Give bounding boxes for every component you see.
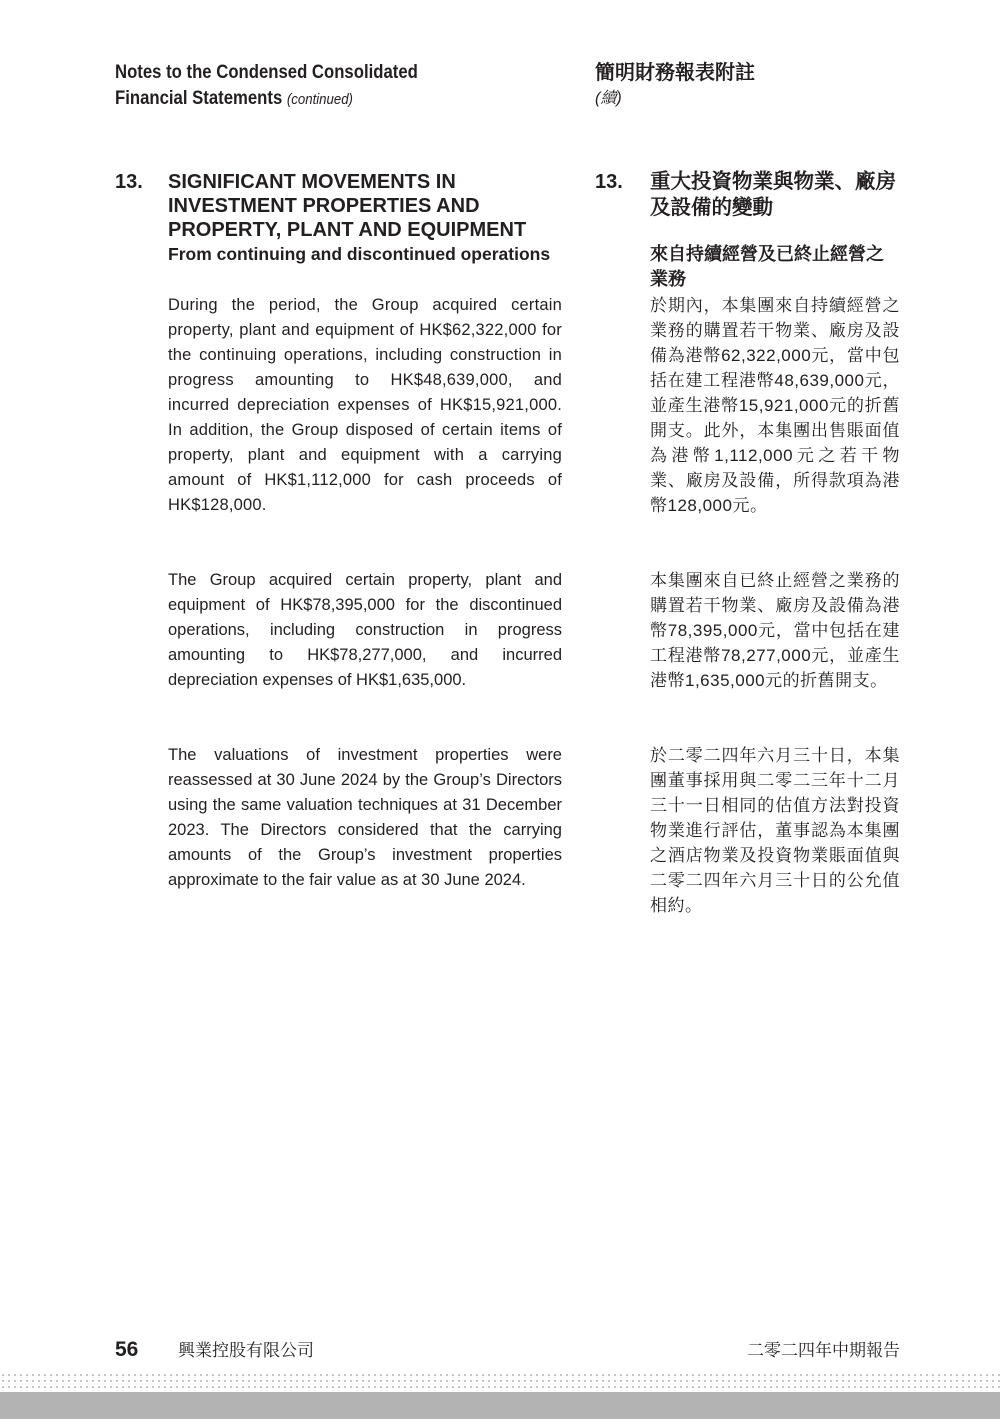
running-header-zh bbox=[595, 60, 895, 112]
footer-company-name: 興業控股有限公司 bbox=[178, 1341, 314, 1360]
section-subtitle-zh: 來自持續經營及已終止經營之業務 bbox=[650, 244, 884, 289]
section-number-en: 13. bbox=[115, 171, 143, 193]
header-continued-zh: (續) bbox=[595, 90, 622, 107]
header-title-zh: 簡明財務報表附註 bbox=[595, 62, 755, 84]
paragraph-zh-2: 本集團來自已終止經營之業務的購置若干物業、廠房及設備為港幣78,395,000元，當中包括在建工程港幣78,277,000元，並產生港幣1,635,000元的折舊開支。 bbox=[650, 571, 900, 690]
header-title-line2-text: Financial Statements bbox=[115, 88, 283, 109]
footer-report-title: 二零二四年中期報告 bbox=[747, 1341, 900, 1360]
paragraph-zh-3: 於二零二四年六月三十日，本集團董事採用與二零二三年十二月三十一日相同的估值方法對投資物業進行評估，董事認為本集團之酒店物業及投資物業賬面值與二零二四年六月三十日的公允值相約。 bbox=[650, 746, 900, 915]
header-title-line2 bbox=[115, 86, 467, 113]
section-subtitle-en: From continuing and discontinued operations bbox=[168, 244, 551, 264]
paragraph-zh-1: 於期內，本集團來自持續經營之業務的購置若干物業、廠房及設備為港幣62,322,000元，當中包括在建工程港幣48,639,000元，並產生港幣15,921,000元的折舊開支。此外，本集團出售賬面值為港幣1,112,000元之若干物業、廠房及設備，所得款項為港幣128,000元。 bbox=[650, 296, 900, 515]
footer-dot-pattern bbox=[0, 1372, 1000, 1390]
paragraph-en-3: The valuations of investment properties were reassessed at 30 June 2024 by the Group’s Directors using the same valuation techniques at 31 December 2023. The Directors considered that the carrying amounts of the Group’s investment properties approximate to the fair value as at 30 June 2024. bbox=[168, 746, 562, 889]
paragraph-en-1: During the period, the Group acquired certain property, plant and equipment of HK$62,322,000 for the continuing operations, including construction in progress amounting to HK$48,639,000, and incurred depreciation expenses of HK$15,921,000. In addition, the Group disposed of certain items of property, plant and equipment with a carrying amount of HK$1,112,000 for cash proceeds of HK$128,000. bbox=[168, 296, 562, 514]
paragraph-en-2: The Group acquired certain property, plant and equipment of HK$78,395,000 for the discontinued operations, including construction in progress amounting to HK$78,277,000, and incurred depreciation expenses of HK$1,635,000. bbox=[168, 571, 562, 689]
running-header-en bbox=[115, 60, 467, 113]
header-continued-en: (continued) bbox=[286, 91, 353, 108]
section-title-zh: 重大投資物業與物業、廠房及設備的變動 bbox=[650, 170, 896, 219]
header-title-line1: Notes to the Condensed Consolidated bbox=[115, 62, 418, 83]
section-number-zh: 13. bbox=[595, 171, 623, 193]
footer-bar bbox=[0, 1392, 1000, 1419]
section-title-en: SIGNIFICANT MOVEMENTS IN INVESTMENT PROPERTIES AND PROPERTY, PLANT AND EQUIPMENT bbox=[168, 171, 527, 241]
page-number: 56 bbox=[115, 1338, 139, 1361]
